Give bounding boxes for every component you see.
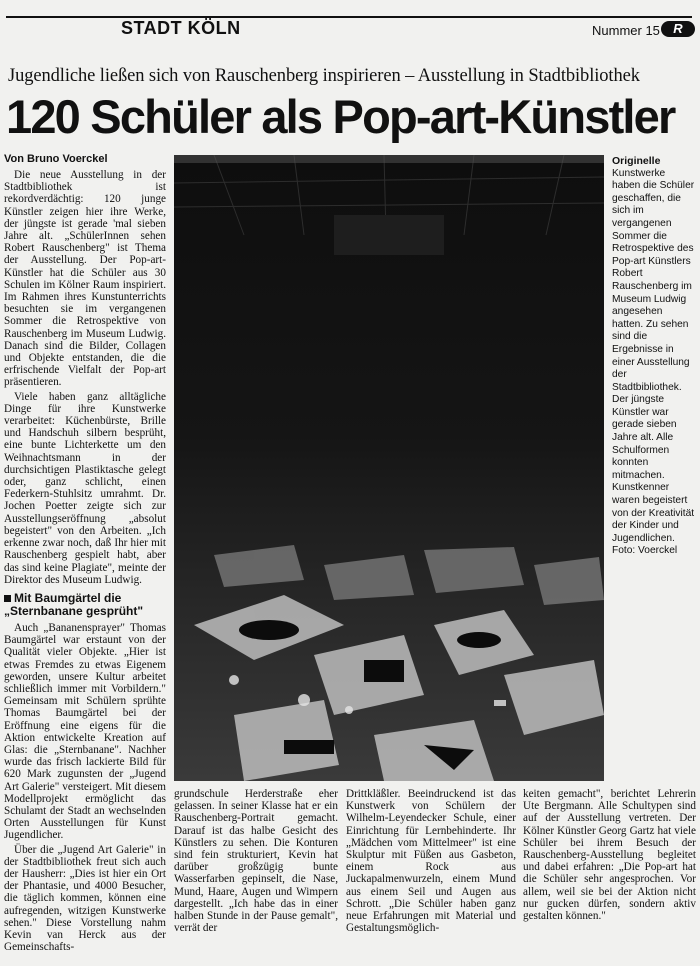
- issue-number: Nummer 15: [592, 23, 660, 38]
- section-title: STADT KÖLN: [121, 18, 241, 38]
- newspaper-logo: R: [661, 21, 695, 37]
- article-column-3: [346, 788, 516, 958]
- article-column-4: [523, 788, 696, 958]
- paragraph: Über die „Jugend Art Galerie" in der Stadtbibliothek freut sich auch der Hausherr: „Dies ist hier ein Ort der Phantasie, und 4000 Besucher, die täglich kommen, können eine aufregenden, witzigen Kunstwerke sehen." Diese Vorstellung nahm Kevin van Herck aus der Gemeinschafts-: [4, 843, 166, 954]
- subheading-text: Mit Baumgärtel die „Sternbanane gesprüht": [4, 590, 144, 618]
- byline: Von Bruno Voerckel: [4, 153, 108, 165]
- caption-title: Originelle: [612, 155, 661, 167]
- newspaper-header: [6, 16, 692, 40]
- headline: 120 Schüler als Pop-art-Künstler: [6, 90, 675, 143]
- article-column-2: [174, 788, 338, 958]
- photo-credit: Foto: Voerckel: [612, 545, 678, 557]
- article-column-1: [4, 153, 166, 959]
- paragraph: Drittkläßler. Beeindruckend ist das Kunstwerk von Schülern der Wilhelm-Leyendecker Schule, einer Einrichtung für Lernbehinderte. Ihr „Mädchen vom Mittelmeer" ist eine Skulptur mit Füßen aus Gasbeton, einem Rock aus Juckapalmenwurzeln, einem Mund aus einem Seil und Augen aus Schrott. „Die Schüler haben ganz neue Erfahrungen mit Material und Gestaltungsmöglich-: [346, 788, 516, 935]
- paragraph: Die neue Ausstellung in der Stadtbibliothek ist rekordverdächtig: 120 junge Künstler zeigen hier ihre Werke, der jüngste ist gerade 'mal sieben Jahre alt. „SchülerInnen sehen Robert Rauschenberg" ist Thema der Ausstellung. Der Pop-art-Künstler hat die Schüler aus 30 Schulen im Kölner Raum inspiriert. Im Rahmen ihres Kunstunterrichts besuchten sie im vergangenen Sommer die Retrospektive von Rauschenberg im Museum Ludwig. Danach sind die Bilder, Collagen und Objekte entstanden, die die erfrischende Vielfalt der Pop-art präsentieren.: [4, 169, 166, 389]
- caption-text: Kunstwerke haben die Schüler geschaffen, die sich im vergangenen Sommer die Retrospektive des Pop-art Künstlers Robert Rauschenberg im Museum Ludwig angesehen hatten. Zu sehen sind die Ergebnisse in einer Ausstellung der Stadtbibliothek. Der jüngste Künstler war gerade sieben Jahre alt. Alle Schulformen konnten mitmachen. Kunstkenner waren begeistert von der Kreativität der Kinder und Jugendlichen.: [612, 167, 695, 544]
- square-bullet-icon: [4, 595, 11, 602]
- photo-caption: [612, 155, 696, 558]
- photo-illustration: [174, 155, 604, 781]
- exhibition-photo: [174, 155, 604, 781]
- paragraph: Viele haben ganz alltägliche Dinge für ihre Kunstwerke verarbeitet: Küchenbürste, Brille und Handschuh silbern besprüht, eine bunte Lichterkette um den Weihnachtsmann in der durchsichtigen Plastiktasche gelegt oder, ganz schlicht, einen Federkern-Stuhlsitz umrahmt. Dr. Jochen Poetter zeigte sich zur Ausstellungseröffnung „absolut begeistert" von den Arbeiten. „Ich erkenne zwar noch, daß Ihr hier mit Rauschenberg gespielt habt, aber das sind keine Plagiate", meinte der Direktor des Museum Ludwig.: [4, 390, 166, 586]
- paragraph: Auch „Bananensprayer" Thomas Baumgärtel war erstaunt von der Qualität vieler Objekte. „Hier ist etwas Fremdes zu etwas Eigenem geworden, unsere Kultur arbeitet schließlich immer mit Vorbildern." Gemeinsam mit Schülern sprühte Thomas Baumgärtel bei der Eröffnung eine eigens für die Aktion entwickelte Kreation auf Glas: die „Sternbanane". Nachher wurde das frisch lackierte Bild für 620 Mark zugunsten der „Jugend Art Galerie" versteigert. Mit diesem Modellprojekt ermöglicht das Schulamt der Stadt an wechselnden Orten Ausstellungen für Kunst Jugendlicher.: [4, 621, 166, 842]
- paragraph: grundschule Herderstraße eher gelassen. In seiner Klasse hat er ein Rauschenberg-Portrait gemacht. Darauf ist das halbe Gesicht des Künstlers zu sehen. Die Konturen sind fein strukturiert, Kevin hat darüber großzügig bunte Wasserfarben gepinselt, die Nase, Mund, Haare, Augen und Wimpern dargestellt. „Ich habe das in einer halben Stunde in der Pause gemalt", verrät der: [174, 788, 338, 935]
- paragraph: keiten gemacht", berichtet Lehrerin Ute Bergmann. Alle Schultypen sind auf der Ausstellung vertreten. Der Kölner Künstler Georg Gartz hat viele Schüler bei ihrem Besuch der Rauschenberg-Ausstellung begleitet und dabei erfahren: „Die Pop-art hat die Schüler sehr angesprochen. Vor allem, weil sie bei der Aktion nicht nur gucken dürfen, sondern aktiv gestalten können.": [523, 788, 696, 923]
- subheading: [4, 592, 166, 618]
- kicker-line: Jugendliche ließen sich von Rauschenberg inspirieren – Ausstellung in Stadtbibliothek: [8, 66, 640, 86]
